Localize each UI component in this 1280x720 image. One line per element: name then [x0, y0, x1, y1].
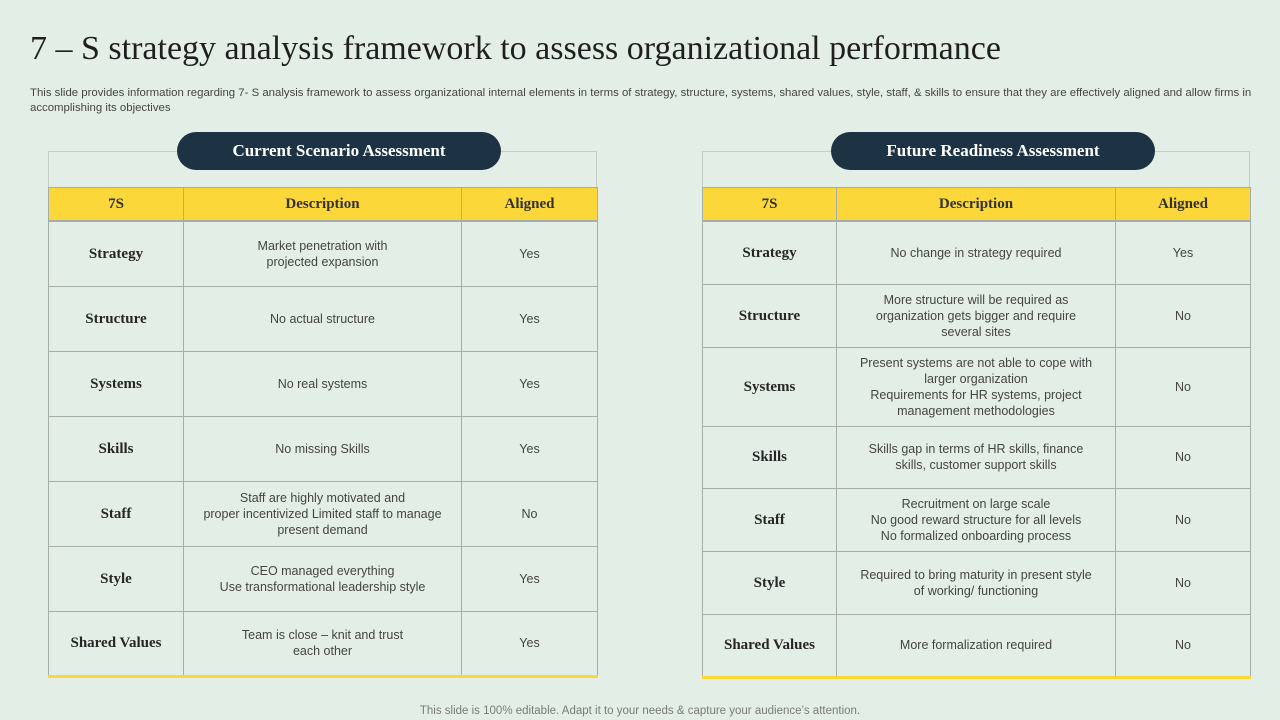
- row-aligned: No: [1116, 488, 1251, 551]
- table-row: [49, 481, 598, 546]
- row-description: No missing Skills: [184, 416, 462, 481]
- row-description: More structure will be required as organization gets bigger and require several sites: [837, 284, 1116, 347]
- row-key: Skills: [49, 416, 184, 481]
- table-row: [49, 611, 598, 676]
- row-key: Systems: [49, 351, 184, 416]
- page-title: 7 – S strategy analysis framework to assess organizational performance: [30, 30, 1001, 67]
- table-row: [703, 614, 1251, 677]
- row-description: Skills gap in terms of HR skills, finance skills, customer support skills: [837, 426, 1116, 488]
- row-description: CEO managed everything Use transformational leadership style: [184, 546, 462, 611]
- column-header-aligned: Aligned: [462, 188, 598, 222]
- future-readiness-panel: [702, 132, 1250, 680]
- table-row: [703, 221, 1251, 284]
- table-header-row: [703, 188, 1251, 222]
- current-scenario-panel: [48, 132, 597, 680]
- column-header-aligned: Aligned: [1116, 188, 1251, 222]
- row-key: Shared Values: [49, 611, 184, 676]
- row-key: Style: [703, 551, 837, 614]
- row-description: Present systems are not able to cope with larger organization Requirements for HR systems, project management methodologies: [837, 347, 1116, 426]
- row-aligned: No: [1116, 614, 1251, 677]
- row-aligned: Yes: [462, 611, 598, 676]
- row-aligned: Yes: [1116, 221, 1251, 284]
- table-header-row: [49, 188, 598, 222]
- row-description: No change in strategy required: [837, 221, 1116, 284]
- column-header-7s: 7S: [49, 188, 184, 222]
- row-key: Shared Values: [703, 614, 837, 677]
- table-row: [703, 347, 1251, 426]
- row-description: Market penetration with projected expansion: [184, 221, 462, 286]
- row-key: Skills: [703, 426, 837, 488]
- row-key: Staff: [49, 481, 184, 546]
- row-key: Systems: [703, 347, 837, 426]
- row-description: No real systems: [184, 351, 462, 416]
- table-row: [703, 284, 1251, 347]
- table-row: [49, 351, 598, 416]
- page-subtitle: This slide provides information regarding 7- S analysis framework to assess organizational internal elements in terms of strategy, structure, systems, shared values, style, staff, & skills to ensure that they are effectively aligned and allow firms in accomplishing its objectives: [30, 87, 1252, 114]
- column-header-description: Description: [837, 188, 1116, 222]
- table-row: [49, 546, 598, 611]
- row-description: Recruitment on large scale No good reward structure for all levels No formalized onboarding process: [837, 488, 1116, 551]
- table-row: [703, 551, 1251, 614]
- row-key: Staff: [703, 488, 837, 551]
- row-aligned: Yes: [462, 221, 598, 286]
- row-aligned: No: [1116, 551, 1251, 614]
- row-description: More formalization required: [837, 614, 1116, 677]
- row-aligned: No: [1116, 284, 1251, 347]
- row-aligned: Yes: [462, 286, 598, 351]
- table-row: [703, 488, 1251, 551]
- row-key: Strategy: [703, 221, 837, 284]
- row-key: Style: [49, 546, 184, 611]
- table-row: [703, 426, 1251, 488]
- future-readiness-table: [702, 187, 1251, 679]
- row-aligned: Yes: [462, 546, 598, 611]
- column-header-7s: 7S: [703, 188, 837, 222]
- current-scenario-table: [48, 187, 598, 678]
- row-description: Team is close – knit and trust each other: [184, 611, 462, 676]
- row-aligned: No: [1116, 347, 1251, 426]
- current-scenario-heading: Current Scenario Assessment: [177, 132, 501, 170]
- row-key: Structure: [703, 284, 837, 347]
- row-description: No actual structure: [184, 286, 462, 351]
- row-description: Required to bring maturity in present style of working/ functioning: [837, 551, 1116, 614]
- future-readiness-heading: Future Readiness Assessment: [831, 132, 1155, 170]
- footer-note: This slide is 100% editable. Adapt it to your needs & capture your audience’s attention.: [419, 705, 861, 717]
- column-header-description: Description: [184, 188, 462, 222]
- row-aligned: Yes: [462, 416, 598, 481]
- row-key: Strategy: [49, 221, 184, 286]
- row-aligned: No: [1116, 426, 1251, 488]
- table-row: [49, 416, 598, 481]
- row-description: Staff are highly motivated and proper incentivized Limited staff to manage present demand: [184, 481, 462, 546]
- row-key: Structure: [49, 286, 184, 351]
- table-row: [49, 221, 598, 286]
- row-aligned: Yes: [462, 351, 598, 416]
- row-aligned: No: [462, 481, 598, 546]
- table-row: [49, 286, 598, 351]
